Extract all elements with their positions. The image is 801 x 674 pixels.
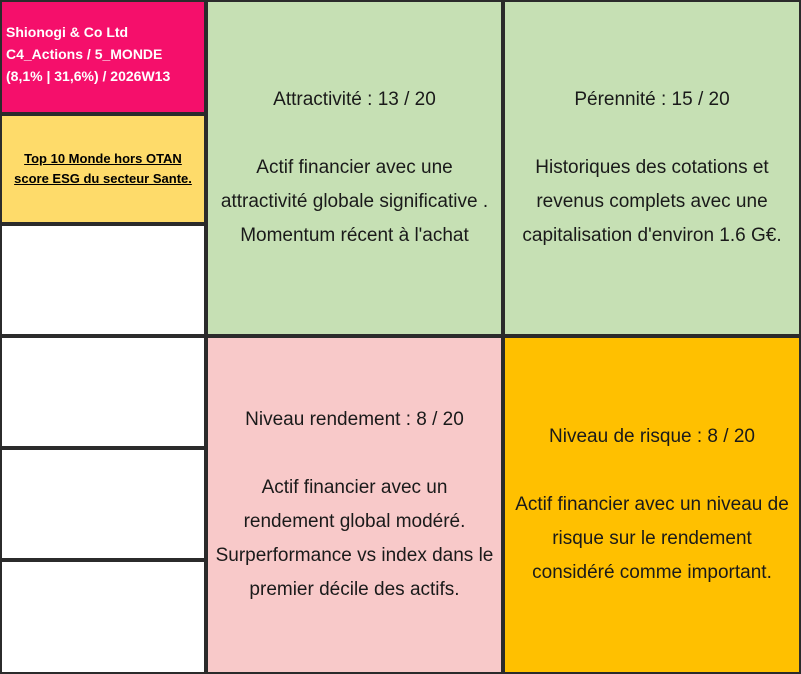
rendement-panel <box>206 336 503 674</box>
asset-category: C4_Actions / 5_MONDE <box>6 46 163 62</box>
perennite-heading: Pérennité : 15 / 20 <box>574 89 730 110</box>
risque-line: Actif financier avec un niveau de <box>515 494 789 515</box>
asset-name: Shionogi & Co Ltd <box>6 24 129 40</box>
risque-line: risque sur le rendement <box>552 528 752 549</box>
rendement-line: premier décile des actifs. <box>249 579 460 600</box>
rendement-heading: Niveau rendement : 8 / 20 <box>245 409 464 430</box>
rendement-line: Surperformance vs index dans le <box>215 545 494 566</box>
empty-cell-2 <box>0 336 206 448</box>
empty-cell-4 <box>0 560 206 674</box>
rendement-line: rendement global modéré. <box>243 511 466 532</box>
ranking-line-2: score ESG du secteur Sante. <box>14 171 192 186</box>
risque-heading: Niveau de risque : 8 / 20 <box>549 426 755 447</box>
risque-panel <box>503 336 801 674</box>
ranking-line-1: Top 10 Monde hors OTAN <box>24 151 182 166</box>
empty-cell-3 <box>0 448 206 560</box>
perennite-line: Historiques des cotations et <box>535 157 769 178</box>
asset-stats: (8,1% | 31,6%) / 2026W13 <box>6 68 171 84</box>
ranking-block <box>0 114 206 224</box>
attractivite-line: attractivité globale significative . <box>220 191 489 212</box>
perennite-panel <box>503 0 801 336</box>
asset-title-block <box>0 0 206 114</box>
perennite-line: revenus complets avec une <box>536 191 768 212</box>
attractivite-panel <box>206 0 503 336</box>
attractivite-line: Momentum récent à l'achat <box>240 225 469 246</box>
attractivite-heading: Attractivité : 13 / 20 <box>273 89 436 110</box>
perennite-line: capitalisation d'environ 1.6 G€. <box>522 225 782 246</box>
risque-line: considéré comme important. <box>532 562 772 583</box>
empty-cell-1 <box>0 224 206 336</box>
rendement-line: Actif financier avec un <box>261 477 448 498</box>
attractivite-line: Actif financier avec une <box>256 157 453 178</box>
